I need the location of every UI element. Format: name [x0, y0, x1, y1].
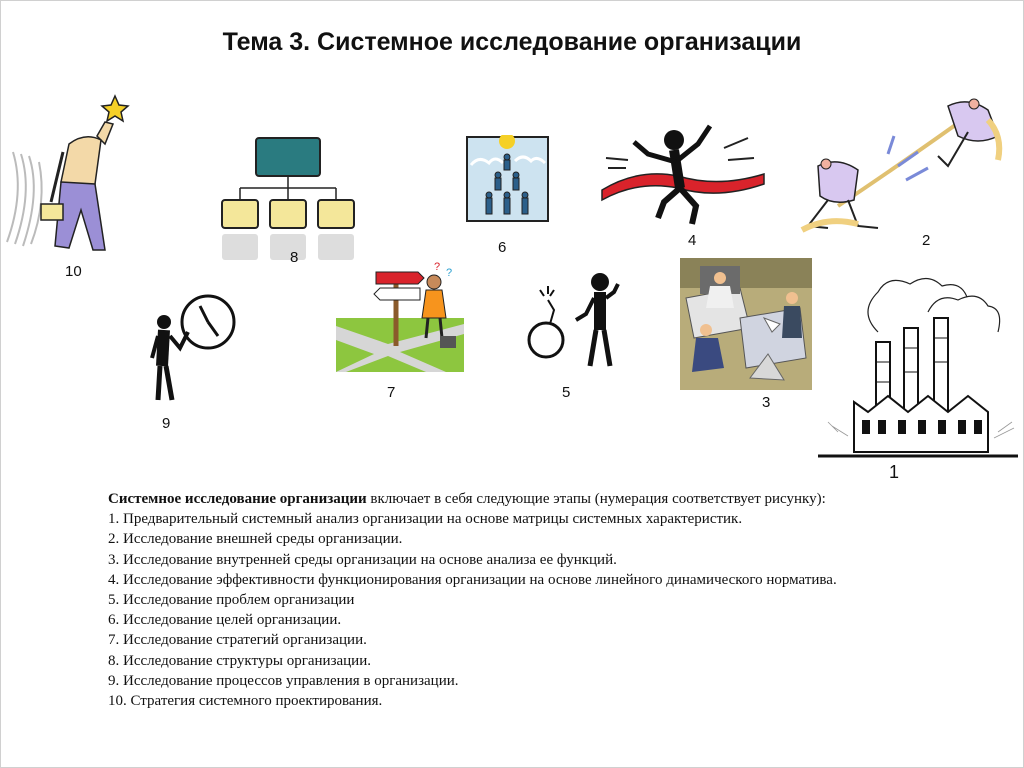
stage-item: 4. Исследование эффективности функционирования организации на основе линейного динамического норматива. [108, 571, 837, 588]
figure-label-7: 7 [387, 384, 396, 401]
stage-item: 1. Предварительный системный анализ организации на основе матрицы системных характеристик. [108, 511, 743, 528]
figure-label-8: 8 [290, 249, 299, 266]
factory-icon [818, 272, 1018, 467]
runner-finish-line-icon [598, 118, 768, 230]
stage-item: 7. Исследование стратегий организации. [108, 632, 367, 649]
crossroads-signpost-icon [336, 262, 466, 374]
description-block [108, 489, 978, 711]
figure-label-5: 5 [562, 384, 571, 401]
figure-label-4: 4 [688, 232, 697, 249]
stage-item: 6. Исследование целей организации. [108, 612, 342, 629]
figure-label-10: 10 [65, 263, 82, 280]
stage-item: 10. Стратегия системного проектирования. [108, 693, 383, 710]
description-lead-bold: Системное исследование организации [108, 491, 367, 507]
figure-label-9: 9 [162, 415, 171, 432]
stage-item: 3. Исследование внутренней среды организации на основе анализа ее функций. [108, 551, 617, 568]
description-lead-rest: включает в себя следующие этапы (нумерация соответствует рисунку): [366, 491, 826, 507]
man-reaching-star-icon [5, 92, 130, 257]
stage-item: 9. Исследование процессов управления в организации. [108, 672, 459, 689]
figure-label-3: 3 [762, 394, 771, 411]
description-lead [108, 489, 978, 509]
figure-label-2: 2 [922, 232, 931, 249]
stage-item: 2. Исследование внешней среды организации. [108, 531, 403, 548]
human-pyramid-icon [465, 135, 550, 225]
office-collage-icon [680, 258, 812, 390]
man-bomb-icon [526, 270, 632, 370]
figure-label-6: 6 [498, 239, 507, 256]
tug-of-war-icon [798, 96, 1010, 236]
org-chart-icon [218, 136, 358, 271]
stage-item: 8. Исследование структуры организации. [108, 652, 371, 669]
slide-title: Тема 3. Системное исследование организации [222, 28, 802, 56]
figure-label-1: 1 [889, 462, 900, 482]
svg-text:?: ? [446, 267, 453, 279]
stage-item: 5. Исследование проблем организации [108, 592, 355, 609]
man-clock-icon [150, 292, 245, 404]
svg-text:?: ? [434, 262, 441, 273]
